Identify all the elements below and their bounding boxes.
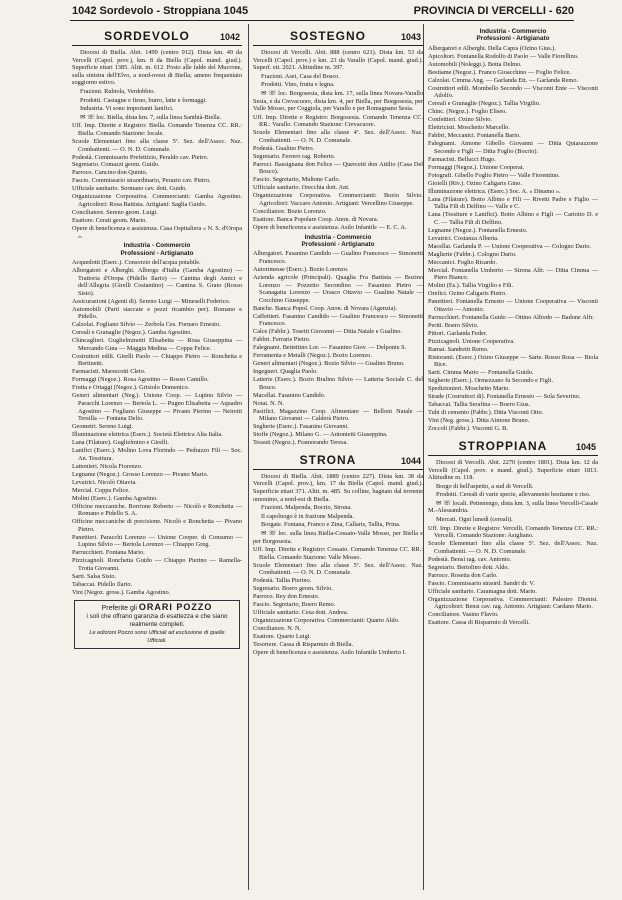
town-prodotti: Prodotti. Castagne e fieno, burro, latte e formaggi.: [80, 96, 207, 104]
town-capoluogo: Il capoluogo è in frazione Malpenda.: [261, 512, 355, 520]
directory-entry: Podestà. Bensi rag. cav. Antonio.: [428, 555, 512, 563]
town-heading-sostegno: [253, 28, 423, 46]
directory-entry: Organizzazione Corporativa. Commercianti: Bozio Silvio. Agricoltori: Vaccaro Antonio. Artigiani: Vercellino Giuseppe.: [253, 192, 423, 208]
town-transport: ✉ ☏ locali. Pettenengo, dista km. 3, sulla linea Vercelli-Casale M.-Alessandria.: [428, 499, 598, 515]
directory-entry: Ingegneri. Quaglia Paolo.: [253, 368, 318, 376]
directory-entry: Ufficiale sanitario. Orecchia dott. Ant.: [253, 184, 350, 192]
directory-entry: Uff. Imp. Dirette e Registro: Biella. Comando Tenenza CC. RR.: Biella. Comando Stazione: locale.: [72, 122, 242, 137]
directory-entry: Automobili (Noleggi.). Botta Delmo.: [428, 60, 522, 68]
town-mercati: Mercati. Ogni lunedì (cereali).: [436, 516, 513, 524]
directory-entry: Sarti. Cimma Mario — Fontanella Guido.: [428, 369, 534, 377]
ad-footnote: Le edizioni Pozzo sono Ufficiali ad esclusione di quelle Ufficiali.: [89, 630, 225, 644]
directory-entry: Segretario. Bertolino dott. Aldo.: [428, 563, 510, 571]
directory-entry: Conciliatore. Sereno geom. Luigi.: [72, 209, 158, 216]
directory-entry: Pizzicagnoli. Ronchetta Guido — Chiappo Pierino — Ramella-Trotta Giovanni.: [72, 557, 242, 572]
directory-entry: Panettieri. Fontanella Ernesto — Unione Cooperativa — Visconti Ottavio — Antonio.: [428, 298, 598, 313]
directory-entry: Ufficiale sanitario. Sormano cav. dott. Guido.: [72, 185, 187, 193]
town-intro: Diocesi di Vercelli. Abit. 2270 (centro 1801). Dista km. 12 da Vercelli (Capol. prov. e mand. giud.). Superficie ettari 1813. Altitudine m. 118.: [428, 458, 598, 482]
directory-entry: Formaggi (Negoz.). Rosa Agostino — Rosso Camillo.: [72, 376, 209, 384]
running-header-left: 1042 Sordevolo - Stroppiana 1045: [72, 5, 249, 17]
directory-entry: Scuole Elementari fino alla classe 5ª. Sez. dell'Assoc. Naz. Combattenti. — O. N. D. Comunale.: [428, 540, 598, 555]
directory-entry: Automobili (Parti staccate e pezzi ricambio per). Romano e Pidello.: [72, 305, 242, 321]
directory-entry: Ramai. Sandretti Remo.: [428, 345, 489, 353]
directory-entry: Zoccoli (Fabbr.). Visconti G. B.: [428, 425, 508, 433]
town-intro: Diocesi di Biella. Abit. 1889 (centro 227). Dista km. 38 da Vercelli (Capol. prov.), km. 17 da Biella (Capol. mand. giud.). Superficie ettari 371. Altit. m. 485. Su colline, bagnato dal torrente omonimo, a nord-est di Biella.: [253, 472, 423, 503]
directory-entry: Azienda agricole (Principali). Quaglia Fra Battista — Bozino Lorenzo — Pozzetto Secondino — Fasanino Pietro — Scanagatta Lorenzo — Urasco Ottavio — Gualino Natale — Cocchino Giuseppe.: [253, 273, 423, 304]
directory-entry: Spedizionieri. Moschetto Mario.: [428, 385, 510, 393]
entries-sordevolo: [72, 122, 242, 240]
directory-entry: Calzolai. Fogliano Silvio — Zerbola Ces. Fornaro Ernesto.: [72, 321, 221, 329]
directory-entry: Latterie (Eserc.). Bozio Bralino Silvio — Latteria Sociale C. del Bosco.: [253, 376, 423, 391]
column-2: [253, 26, 423, 657]
directory-entry: Parroco. Rosetta don Carlo.: [428, 571, 498, 579]
ad-brand: ORARI POZZO: [138, 602, 213, 613]
town-intro: Diocesi di Biella. Abit. 1499 (centro 912). Dista km. 49 da Vercelli (Capol. prov.), km. 8 da Biella (Capol. mand. giud.). Superficie ettari 1385. Altit. m. 612. Posto alle falde del Mucrone, sulla sinistra dell'Elvo, a nord-ovest di Biella; ameno frequentato soggiorno estivo.: [72, 49, 242, 87]
directory-entry: Podestà. Commissario Prefettizio, Peraldo cav. Pietro.: [72, 153, 209, 161]
directory-entry: Tessuti (Negoz.). Framorando Teresa.: [253, 439, 348, 447]
directory-entry: Molini (Es.). Tallia Virgilio e Fili.: [428, 282, 514, 290]
directory-entry: Fascio. Commissario straordinario, Perazio cav. Pietro.: [72, 177, 211, 185]
town-frazioni: Frazioni. Asei, Casa del Bosco.: [261, 72, 340, 80]
directory-entry: Segretario. Ferrero rag. Roberto.: [253, 152, 336, 160]
directory-entry: Opere di beneficenza e assistenza. Casa Ospitaliera « N. S. d'Oropa ».: [72, 224, 242, 240]
directory-entry: Cereali e Granaglie (Negoz.). Gamba Agostino.: [72, 329, 192, 337]
directory-entry: Generi alimentari (Neg.). Unione Coop. — Lupino Silvio — Paracchi Lorenzo — Bertola L. — Pugno Elisabetta — Aquadro Agostino — Fogliano Giuseppe — Pivano Pierino — Neiretti Tersilla — Fontana Delio.: [72, 392, 242, 423]
directory-entry: Panettieri. Paracchi Lorenzo — Unione Cooper. di Consumo — Lupino Silvio — Bertola Lorenzo — Chiappo Greg.: [72, 533, 242, 549]
directory-entry: Lana (Filature). Guglielmino e Girelli.: [72, 439, 169, 447]
directory-entry: Conciliatore. Vasino Flavio.: [428, 611, 499, 619]
directory-entry: Generi alimentari (Negoz.). Bozio Silvio — Gualino Bruno.: [253, 360, 405, 368]
directory-entry: Vini (Neg. gross.). Ditta Aimone Bruno.: [428, 417, 530, 425]
ad-line-1: Preferite gli ORARI POZZO: [101, 602, 213, 613]
directory-entry: Scuole Elementari fino alla classe 4ª. Sez. dell'Assoc. Naz. Combattenti. — O. N. D. Comunale.: [253, 129, 423, 144]
directory-entry: Esattore. Banca Popolare Coop. Anon. di Novara.: [253, 215, 379, 223]
town-name: STRONA: [299, 452, 357, 467]
directory-entry: Conciliatore. Bozio Lorenzo.: [253, 208, 327, 215]
directory-entry: Segretario. Boero geom. Silvio.: [253, 585, 333, 593]
directory-entry: Autorimesse (Eserc.). Bozio Lorenzo.: [253, 265, 349, 273]
directory-entry: Opere di beneficenza e assistenza. Asilo Infantile — E. C. A.: [253, 223, 407, 231]
directory-entry: Falegnami. Bettettino Lor. — Fasanino Giov. — Delponte S.: [253, 344, 407, 352]
directory-entry: Macellai. Fasanino Candido.: [253, 391, 326, 399]
town-transport: ✉ ☏ loc. Biella, dista km. 7, sulla linea Santhià-Biella.: [80, 113, 222, 121]
entries-strona: [253, 546, 423, 657]
directory-entry: Parrucchieri. Fontana Mario.: [72, 549, 145, 557]
directory-entry: Legname (Negoz.). Grosso Lorenzo — Pivano Mario.: [72, 470, 209, 478]
directory-entry: Esattore. Quarto Luigi.: [253, 633, 312, 641]
directory-entry: Elettricisti. Moschetto Marcello.: [428, 124, 510, 132]
directory-entry: Illuminazione elettrica (Eserc.). Società Elettrica Alta Italia.: [72, 431, 223, 439]
directory-entry: Podestà. Tallia Pierino.: [253, 577, 312, 585]
directory-entry: Legname (Negoz.). Fontanella Ernesto.: [428, 226, 528, 234]
directory-entry: Fabbri. Ferraris Pietro.: [253, 336, 311, 344]
directory-entry: Stoffe (Negoz.). Milano G. — Antonietti Giuseppina.: [253, 431, 388, 439]
business-list-sordevolo: [72, 259, 242, 596]
business-list-strona: [428, 45, 598, 433]
header-rule: [70, 20, 574, 21]
town-number: 1043: [400, 32, 421, 42]
town-heading-strona: [253, 452, 423, 470]
town-name: STROPPIANA: [458, 438, 548, 453]
directory-entry: Albergatori e Alberghi. Albergo d'Italia (Gamba Agostino) — Trattoria d'Oropa (Pidello Ilario) — Cantina degli Amici e dell'Allegria (Girelli Costantino) — Cantina S. Grato (Rosso Sisto).: [72, 266, 242, 297]
directory-entry: Mercial. Coppa Felice.: [72, 486, 130, 494]
directory-entry: Organizzazione Corporativa. Commercianti: Quarto Aldo.: [253, 617, 400, 625]
town-number: 1045: [575, 441, 596, 452]
directory-entry: Chinc. (Negoz.). Foglio Eliseo.: [428, 108, 507, 116]
directory-entry: Opere di beneficenza e assistenza. Asilo Infantile Umberto I.: [253, 649, 407, 657]
directory-entry: Albergatori e Alberghi. Della Capra (Ozino Gius.).: [428, 44, 556, 52]
directory-entry: Farmacisti. Bellucci Hugo.: [428, 155, 496, 163]
directory-entry: Falegnami. Aimone Gibello Giovanni — Ditta Quiarazzone Secondo e Figli — Ditta Foglio (Bocrio).: [428, 140, 598, 155]
running-header-right: PROVINCIA DI VERCELLI - 620: [413, 5, 574, 17]
directory-entry: Levatrici. Costanza Alberta.: [428, 234, 499, 242]
directory-entry: Caffettieri. Fasanino Candido — Gualino Francesco — Simonetti Francesco.: [253, 312, 423, 328]
ad-line-2: i soli che offrano garanzia di esattezza e che siano realmente completi.: [86, 613, 228, 628]
directory-entry: Chincaglieri. Guglielminotti Elisabetta — Rosa Giuseppina — Mercando Gina — Maggia Medina — Coppa Felice.: [72, 337, 242, 352]
town-name: SORDEVOLO: [104, 29, 190, 43]
town-name: SOSTEGNO: [289, 29, 366, 43]
directory-entry: Uff. Imp. Dirette e Registro: Cossato. Comando Tenenza CC. RR.: Biella. Comando Stazione: Valle Mosso.: [253, 546, 423, 561]
directory-entry: Scuole Elementari fino alla classe 5ª. Sez. dell'Assoc. Naz. Combattenti. — O. N. D. Comunale.: [72, 137, 242, 153]
town-heading-stroppiana: [428, 438, 598, 456]
directory-entry: Fascio. Commissario straord. Sandri dr. V.: [428, 579, 535, 587]
town-prodotti: Prodotti. Vino, frutta e legna.: [261, 81, 335, 89]
town-prodotti: Prodotti. Cereali di varie specie, allevamento bestiame e riso.: [436, 491, 591, 499]
directory-entry: Tabaccai. Tallia Serafina — Boero Gius.: [428, 401, 530, 409]
directory-entry: Scuole Elementari fino alla classe 5ª. Sez. dell'Assoc. Naz. Combattenti. — O. N. D. Comunale.: [253, 561, 423, 577]
directory-entry: Lattonieri. Nicola Fiorenzo.: [72, 462, 143, 470]
directory-entry: Albergatori. Fasanino Candido — Gualino Francesco — Simonetti Francesco.: [253, 250, 423, 265]
directory-entry: Calzolai. Cimma Ang. — Garlanda Ett. — Garlanda Remo.: [428, 76, 579, 84]
directory-entry: Farmacisti. Marescotti Cleto.: [72, 368, 146, 376]
section-heading: Industria - Commercio Professioni - Artigianato: [120, 242, 194, 257]
advertisement-orari-pozzo: [74, 600, 240, 649]
directory-entry: Officine meccaniche. Borrione Roberto — Nicolò e Ronchetta — Romano e Pidello S. A.: [72, 502, 242, 518]
town-heading-sordevolo: [72, 28, 242, 46]
directory-entry: Pastifici. Magazzino Coop. Alimentare — Belloni Natale — Milano Giovanni — Calderà Pietro.: [253, 407, 423, 423]
directory-entry: Fascio. Segretario, Multone Carlo.: [253, 176, 341, 184]
directory-entry: Formaggi (Negoz.). Unione Cooperat.: [428, 163, 525, 171]
directory-entry: Costruttori edili. Girelli Paolo — Chiappo Pietro — Ronchetta e Bertinetti.: [72, 352, 242, 368]
column-divider: [423, 24, 424, 890]
directory-entry: Podestà. Gualino Pietro.: [253, 144, 315, 152]
town-transport: ✉ ☏ loc. sulla linea Biella-Cossato-Valle Mosso, per Biella e per Borgosesia.: [253, 530, 423, 545]
town-borgate: Borgate. Fontana, Franco e Zina, Callaris, Tallia, Prina.: [261, 521, 401, 529]
directory-entry: Officine meccaniche di precisione. Nicolò e Ronchetta — Pivano Pietro.: [72, 518, 242, 533]
directory-entry: Mercial. Fontanella Umberto — Strona Alfr. — Ditta Cimma — Piero Bianco.: [428, 266, 598, 282]
directory-entry: Costruttori edili. Mombello Secondo — Visconti Ente — Visconti Adolfo.: [428, 84, 598, 100]
directory-entry: Notai. N. N.: [253, 399, 284, 407]
directory-entry: Geometri. Sereno Luigi.: [72, 423, 134, 431]
directory-entry: Lana (Tessiture e Lanifici). Botto Albino e Figli — Cartotto D. e C. — Tallia Fili di Delfino.: [428, 211, 598, 226]
directory-entry: Conciliatore. N. N.: [253, 625, 302, 633]
directory-entry: Orefici. Ozino Caligaris Pietro.: [428, 290, 507, 298]
entries-stroppiana: [428, 525, 598, 627]
column-3: [428, 26, 598, 627]
directory-entry: Parroco. Cancino don Quinto.: [72, 169, 148, 177]
directory-entry: Tesoriere. Cassa di Risparmio di Biella.: [253, 641, 354, 649]
directory-entry: Esattore. Cassa di Risparmio di Vercelli.: [428, 619, 530, 627]
entries-sostegno: [253, 114, 423, 232]
directory-entry: Fascio. Segretario, Boero Remo.: [253, 601, 336, 609]
town-number: 1042: [219, 32, 240, 42]
directory-entry: Acquedotti (Eserc.). Consorzio dell'acqua potabile.: [72, 258, 201, 266]
directory-entry: Cereali e Granaglie (Negoz.). Tallia Virgilio.: [428, 100, 541, 108]
directory-entry: Ufficiale sanitario. Cesa dott. Andrea.: [253, 609, 349, 617]
directory-entry: Parrucchieri. Fontanella Guido — Ottino Alfredo — Badone Alfr.: [428, 313, 594, 321]
directory-entry: Organizzazione Corporativa. Commercianti: Palestro Dionisi. Agricoltori: Bensi cav. rag. Antonio. Artigiani: Cardano Mario.: [428, 595, 598, 611]
business-list-sostegno: [253, 250, 423, 446]
directory-entry: Maglierie (Fabbr.). Cologno Dario.: [428, 250, 517, 258]
directory-entry: Segretario. Comazzi geom. Guido.: [72, 161, 160, 169]
directory-entry: Vini (Negoz. gross.). Gamba Agostino.: [72, 588, 171, 596]
directory-entry: Sarti. Salsa Sisto.: [72, 572, 117, 580]
directory-entry: Pizzicagnoli. Unione Cooperativa.: [428, 337, 515, 345]
directory-entry: Strade (Costruttori di). Fontanella Ernesto — Sola Severino.: [428, 393, 581, 401]
section-heading: Industria - Commercio Professioni - Artigianato: [476, 28, 550, 43]
town-number: 1044: [400, 455, 421, 466]
directory-entry: Calce (Fabbr.). Tosetti Giovanni — Ditta Natale e Gualino.: [253, 328, 402, 336]
directory-entry: Meccanici. Foglio Ricardo.: [428, 258, 497, 266]
directory-entry: Banche. Banca Popol. Coop. Anon. di Novara (Agenzia).: [253, 304, 398, 312]
directory-entry: Parroco. Rey don Ernesto.: [253, 593, 320, 601]
directory-entry: Periti. Boero Silvio.: [428, 321, 479, 329]
directory-entry: Fabbri, Meccanici. Fontanella Bario.: [428, 132, 521, 140]
column-1: [72, 26, 242, 649]
directory-entry: Fotografi. Gibello Foglio Pietro — Valle Fiorentino.: [428, 171, 560, 179]
directory-entry: Organizzazione Corporativa. Commercianti: Gamba Agostino. Agricoltori: Rosa Battista. Artigiani: Saglia Guido.: [72, 193, 242, 209]
directory-entry: Segherie (Eserc.). Ormezzano fu Secondo e Figli.: [428, 377, 554, 385]
directory-entry: Levatrici. Nicolò Ottavia.: [72, 478, 137, 486]
directory-entry: Lanifici (Eserc.). Molino Lova Florindo — Pedrazzo Fili — Soc. An. Tessitura.: [72, 447, 242, 462]
town-frazioni: Frazioni. Malpenda, Bocrio, Strona.: [261, 504, 352, 512]
directory-entry: Frutta e Ortaggi (Negoz.). Grisiolo Domenico.: [72, 384, 190, 392]
directory-entry: Illuminazione elettrica. (Eserc.) Soc. A. « Dinamo ».: [428, 187, 561, 195]
directory-entry: Bestiame (Negoz.). Franco Gioacchino — Foglio Felice.: [428, 68, 571, 76]
town-frazioni: Frazioni. Rubiola, Verdobbio.: [80, 87, 155, 95]
town-transport: ✉ ☏ loc. Borgosesia, dista km. 17, sulla linea Novara-Varallo Sesia, e da Crevacuore, dista km. 4, per Biella, per Borgosesia, per Valle Mosso, per Coggiola, per Varallo e per Romagnano Sesia.: [253, 89, 423, 113]
directory-entry: Ristoranti. (Eserc.) Ozino Giuseppe — Sarte. Rosso Rosa — Biola Bice.: [428, 353, 598, 369]
directory-entry: Esattore. Cerati geom. Mario.: [72, 216, 147, 224]
directory-entry: Gioielli (Riv.). Ozino Caligaris Gino.: [428, 179, 522, 187]
directory-entry: Ufficiale sanitario. Caramagna dott. Mario.: [428, 587, 537, 595]
directory-entry: Molini (Eserc.). Gamba Agostino.: [72, 494, 158, 502]
section-heading: Industria - Commercio Professioni - Artigianato: [301, 233, 375, 248]
directory-entry: Ferramenta e Metalli (Negoz.). Bozio Lorenzo.: [253, 352, 372, 360]
directory-entry: Tabaccai. Pidello Ilario.: [72, 580, 133, 588]
directory-entry: Confettieri. Ozino Silvio.: [428, 116, 493, 124]
directory-entry: Assicurazioni (Agenti di). Sereno Luigi — Mineselli Federico.: [72, 297, 231, 305]
town-industria: Industria. Vi sono importanti lanifici.: [80, 105, 174, 113]
directory-entry: Apicoltori. Fontanella Rodolfo di Paolo — Valle Fiorellino.: [428, 52, 579, 60]
directory-entry: Macellai. Garlanda P. — Unione Cooperativa — Cologno Dario.: [428, 242, 592, 250]
town-description: Borgo di bell'aspetto, a sud di Vercelli.: [436, 482, 534, 490]
directory-entry: Parroci. Bassignana don Felice — Quercetti don Attilio (Casa Del Bosco).: [253, 160, 423, 176]
column-divider: [248, 24, 249, 890]
directory-entry: Tubi di cemento (Fabbr.). Ditta Visconti Otto.: [428, 409, 544, 417]
directory-entry: Pittori. Garlanda Feder.: [428, 329, 488, 337]
directory-entry: Uff. Imp. Dirette e Registro: Vercelli. Comando Tenenza CC. RR.: Vercelli. Comando Stazione: Asigliano.: [428, 524, 598, 540]
directory-entry: Uff. Imp. Dirette e Registro: Borgosesia. Comando Tenenza CC. RR.: Varallo. Comando Stazione: Crevacuore.: [253, 113, 423, 129]
directory-entry: Lana (Filature). Botto Albino e Fili — Rivetti Padre e Figlio — Tallia Fili di Delfino — Valle e C.: [428, 195, 598, 211]
town-intro: Diocesi di Vercelli. Abit. 888 (centro 621). Dista km. 53 da Vercelli (Capol. prov.) e km. 23 da Varallo (Capol. mand. giud.). Superf. ett. 2021. Altitudine m. 397.: [253, 49, 423, 72]
directory-entry: Segherie (Eserc.). Fasanino Giovanni.: [253, 423, 349, 431]
